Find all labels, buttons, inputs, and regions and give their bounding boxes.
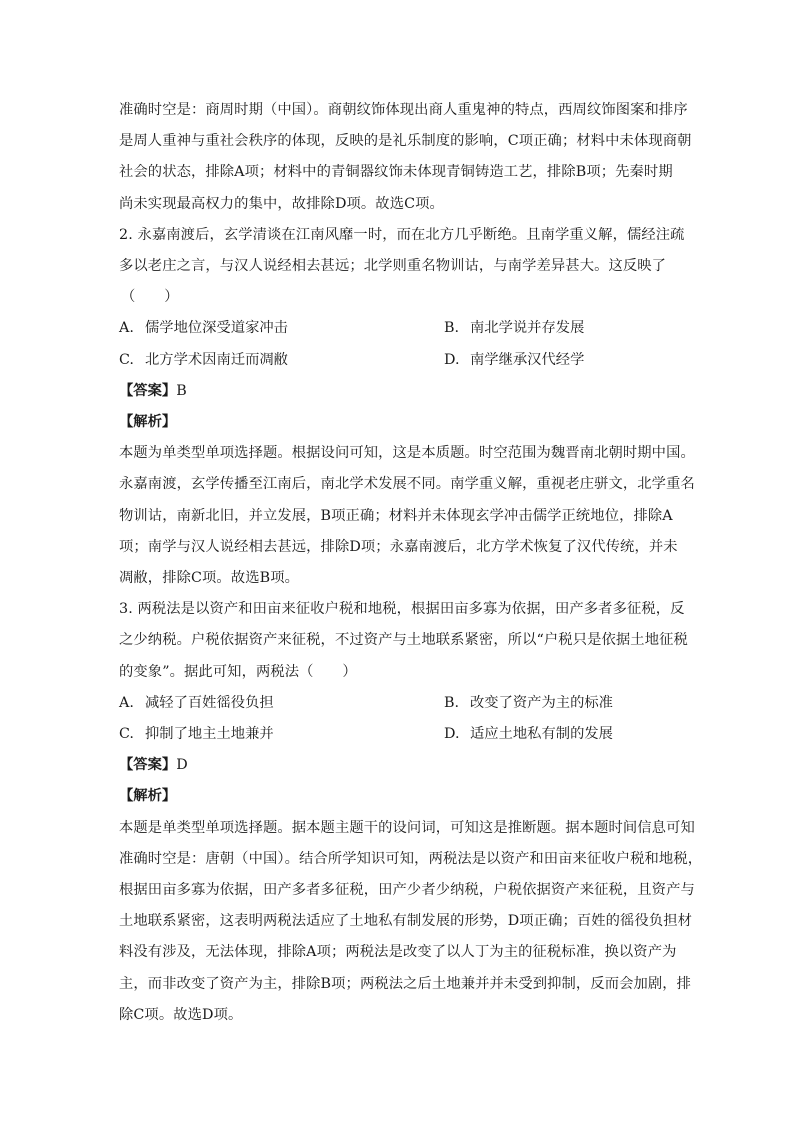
answer-line [119,376,689,407]
option-text: 减轻了百姓徭役负担 [145,694,274,711]
answer-line [119,750,689,781]
text-line: 多以老庄之言，与汉人说经相去甚远；北学则重名物训诂，与南学差异甚大。这反映了 [119,258,667,275]
text-line: 除C项。故选D项。 [119,1006,243,1023]
answer-value: D [176,757,188,774]
question-3-options [119,688,689,750]
text-line: 料没有涉及，无法体现，排除A项；两税法是改变了以人丁为主的征税标准，换以资产为 [119,944,677,961]
text-line: 准确时空是：商周时期（中国）。商朝纹饰体现出商人重鬼神的特点，西周纹饰图案和排序 [119,102,688,118]
answer-label: 【答案】 [119,757,177,774]
option-b [444,688,689,719]
text-line: 是周人重神与重社会秩序的体现，反映的是礼乐制度的影响，C项正确；材料中未体现商朝 [119,133,692,150]
text-line: 主，而非改变了资产为主，排除B项；两税法之后土地兼并并未受到抑制，反而会加剧，排 [119,975,692,992]
option-a [119,313,444,344]
text-line: 准确时空是：唐朝（中国）。结合所学知识可知，两税法是以资产和田亩来征收户税和地税， [119,850,703,867]
option-text: 改变了资产为主的标准 [470,694,613,711]
question-3-stem [119,594,689,688]
text-line: 本题是单类型单项选择题。据本题主题干的设问词，可知这是推断题。据本题时间信息可知 [119,819,695,836]
option-letter: C. [119,351,134,368]
text-line: 凋敝，排除C项。故选B项。 [119,570,300,587]
analysis-heading [119,407,689,438]
option-c [119,345,444,376]
option-letter: C. [119,726,134,743]
question-2 [119,220,695,594]
question-3 [119,594,703,1031]
option-letter: D. [444,726,460,743]
document-page [119,95,703,1031]
answer-label: 【答案】 [119,382,177,399]
text-line: 本题为单类型单项选择题。根据设问可知，这是本质题。时空范围为魏晋南北朝时期中国。 [119,445,695,462]
text-line: 根据田亩多寡为依据，田产多者多征税，田产少者少纳税，户税依据资产来征税，且资产与 [119,882,695,899]
option-letter: A. [119,694,134,711]
option-text: 南学继承汉代经学 [470,351,585,368]
analysis-heading [119,781,689,812]
text-line: 2. 永嘉南渡后，玄学清谈在江南风靡一时，而在北方几乎断绝。且南学重义解，儒经注疏 [119,226,685,243]
option-text: 北方学术因南迁而凋敝 [145,351,288,368]
text-line: （ ） [121,289,179,306]
text-line: 物训诂，南新北旧，并立发展，B项正确；材料并未体现玄学冲击儒学正统地位，排除A [119,507,673,524]
text-line: 项；南学与汉人说经相去甚远，排除D项；永嘉南渡后，北方学术恢复了汉代传统，并未 [119,538,678,555]
option-letter: B. [444,694,460,711]
option-text: 南北学说并存发展 [470,320,585,337]
option-letter: D. [444,351,460,368]
analysis-label: 【解析】 [119,414,177,431]
question-2-stem [119,220,689,314]
text-line: 之少纳税。户税依据资产来征税，不过资产与土地联系紧密，所以“户税只是依据土地征税 [119,632,688,649]
text-line: 尚未实现最高权力的集中，故排除D项。故选C项。 [119,195,444,212]
option-letter: A. [119,320,134,337]
text-line: 土地联系紧密，这表明两税法适应了土地私有制发展的形势，D项正确；百姓的徭役负担材 [119,913,693,930]
option-letter: B. [444,320,460,337]
text-line: 社会的状态，排除A项；材料中的青铜器纹饰未体现青铜铸造工艺，排除B项；先秦时期 [119,164,673,181]
question-2-options [119,313,689,375]
option-b [444,313,689,344]
option-d [444,345,689,376]
text-line: 永嘉南渡，玄学传播至江南后，南北学术发展不同。南学重义解，重视老庄骈文，北学重名 [119,476,695,493]
option-c [119,719,444,750]
text-line: 3. 两税法是以资产和田亩来征收户税和地税，根据田亩多寡为依据，田产多者多征税，反 [119,601,685,618]
question-3-analysis [119,813,703,1031]
answer-value: B [176,382,187,399]
question-2-analysis [119,438,695,594]
option-text: 儒学地位深受道家冲击 [145,320,288,337]
text-line: 的变象”。据此可知，两税法（ ） [119,663,357,680]
option-text: 抑制了地主土地兼并 [145,726,274,743]
option-d [444,719,689,750]
q1-analysis-continuation [119,95,692,220]
option-text: 适应土地私有制的发展 [470,726,613,743]
analysis-label: 【解析】 [119,788,177,805]
option-a [119,688,444,719]
